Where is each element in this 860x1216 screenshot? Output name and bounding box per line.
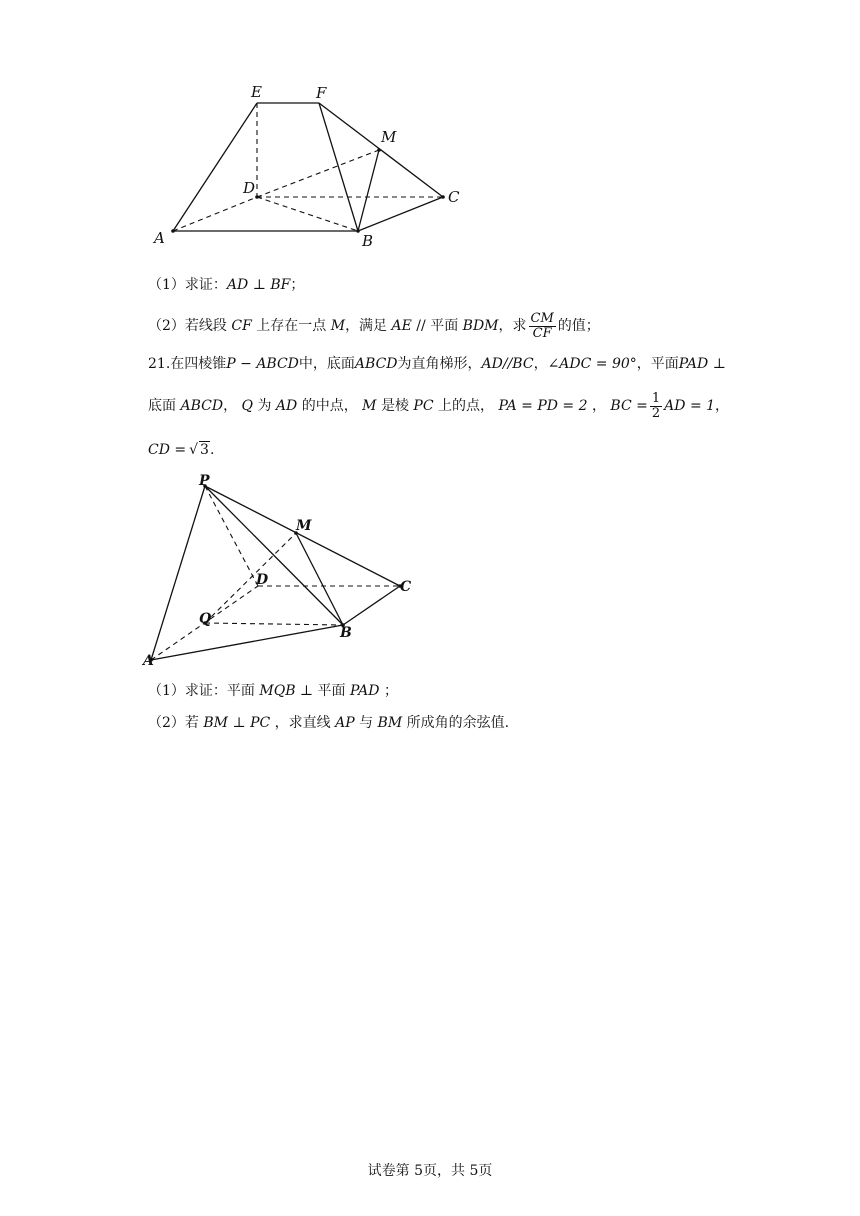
statement-ad-perp-bf: AD ⊥ BF xyxy=(226,277,291,293)
figure-2-pyramid xyxy=(0,470,860,680)
label-M: M xyxy=(296,518,312,534)
label-Q: Q xyxy=(199,611,212,627)
edge-FB xyxy=(319,103,358,231)
label-P: P xyxy=(199,473,210,489)
edge-PC xyxy=(205,486,400,586)
label-A: A xyxy=(154,229,165,247)
figure-1-polyhedron xyxy=(0,0,860,260)
label-B: B xyxy=(362,232,374,250)
label-D: D xyxy=(243,179,256,197)
label-C: C xyxy=(448,188,460,206)
edge-AB xyxy=(151,625,343,660)
problem-number: 21. xyxy=(148,356,171,372)
edge-PB xyxy=(205,486,343,625)
fraction-cm-over-cf: $\frac{CM}{CF}$ xyxy=(530,310,554,341)
label-M: M xyxy=(381,128,397,146)
problem20-part1: （1）求证：AD ⊥ BF； xyxy=(148,277,305,293)
edge-PD-dashed xyxy=(205,486,258,586)
edge-FC xyxy=(319,103,443,197)
label-E: E xyxy=(251,83,262,101)
edge-AE xyxy=(173,103,257,231)
problem21-line1: 21.在四棱锥P − ABCD中，底面ABCD为直角梯形，AD//BC，∠ADC = 90°，平面PAD ⊥ xyxy=(148,356,726,372)
edge-MB xyxy=(296,533,343,625)
edge-QB-dashed xyxy=(205,623,343,625)
label-B: B xyxy=(340,625,352,641)
edge-DM-dashed xyxy=(257,150,379,197)
problem21-line2: 底面 ABCD， Q 为 AD 的中点， M 是棱 PC 上的点， PA = PD = 2 ， BC = $\frac{1}{2}$ AD = 1， xyxy=(148,390,730,421)
edge-QM-dashed xyxy=(205,533,296,623)
sqrt-icon: √ xyxy=(189,442,199,458)
edge-MB xyxy=(358,150,379,231)
edge-BC xyxy=(358,197,443,231)
edge-BC xyxy=(343,586,400,625)
fraction-one-half: $\frac{1}{2}$ xyxy=(651,390,661,421)
label-D: D xyxy=(256,572,269,588)
problem20-part2: （2）若线段 CF 上存在一点 M，满足 AE // 平面 BDM，求 $\frac{CM}{CF}$ 的值； xyxy=(148,310,600,341)
problem21-line3: CD = √ 3. xyxy=(148,442,215,458)
problem21-part2: （2）若 BM ⊥ PC ，求直线 AP 与 BM 所成角的余弦值. xyxy=(148,715,510,731)
label-C: C xyxy=(400,579,412,595)
label-F: F xyxy=(316,84,327,102)
problem21-part1: （1）求证：平面 MQB ⊥ 平面 PAD ； xyxy=(148,683,398,699)
edge-AD-dashed xyxy=(173,197,257,231)
edge-DB-dashed xyxy=(257,197,358,231)
edge-PA xyxy=(151,486,205,660)
label-A: A xyxy=(143,653,154,669)
page-footer: 试卷第 5页，共 5页 xyxy=(367,1163,493,1179)
